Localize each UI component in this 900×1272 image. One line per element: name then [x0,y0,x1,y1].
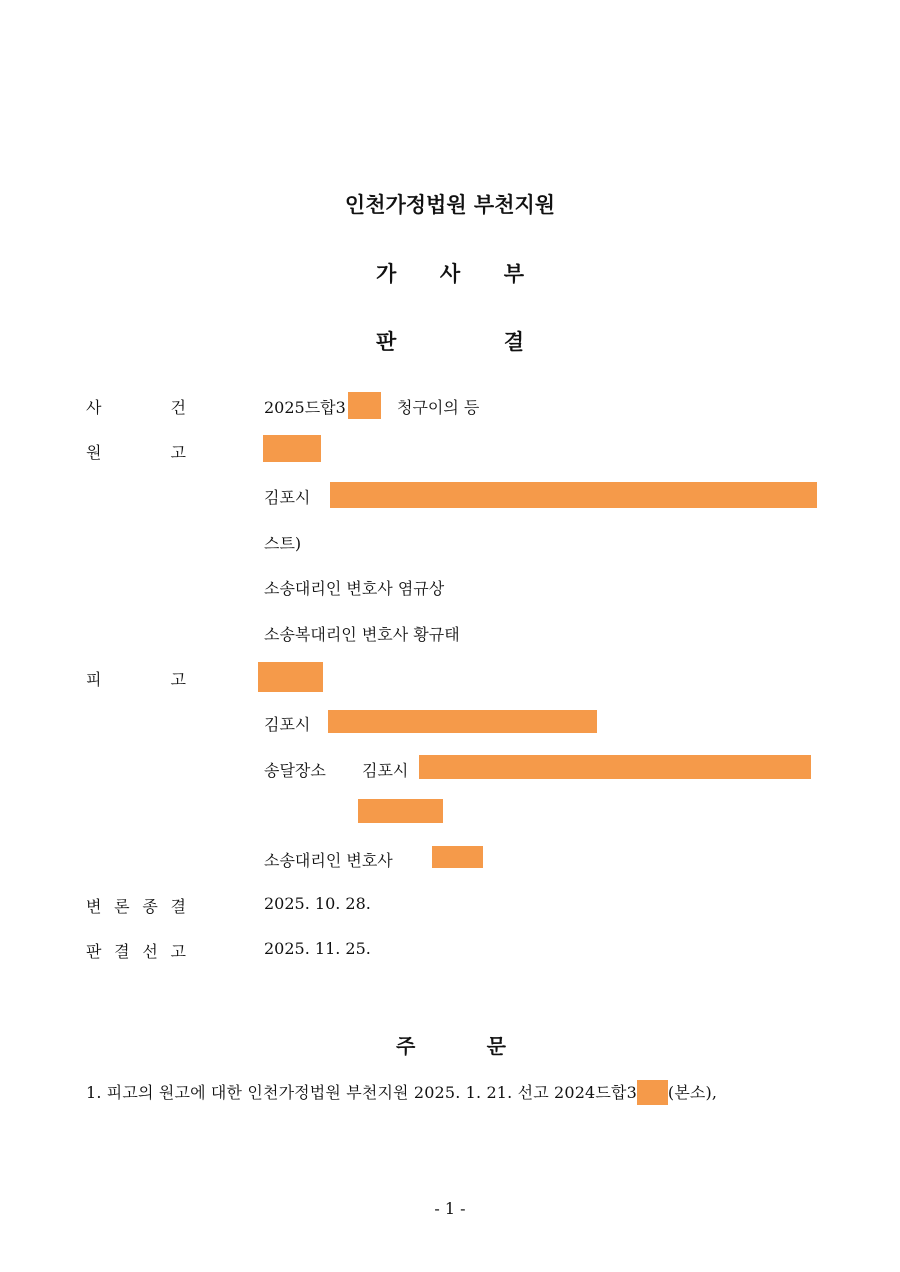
redaction-block [348,392,381,419]
document-title [376,326,524,356]
redaction-block [258,662,323,692]
redaction-block [637,1080,668,1105]
division-char: 사 [439,262,461,286]
page-number: - 1 - [434,1199,466,1218]
case-name: 청구이의 등 [397,398,480,417]
defendant-address: 김포시 [264,715,311,734]
title-char: 판 [376,330,397,354]
plaintiff-label: 원 고 [86,443,186,462]
redaction-block [358,799,443,823]
redaction-block [419,755,811,779]
defendant-attorney: 소송대리인 변호사 [264,851,393,870]
division-heading [376,258,524,288]
judgment-date: 2025. 11. 25. [264,939,371,958]
judgment-date-label: 판 결 선 고 [86,942,186,961]
case-number [264,395,346,418]
plaintiff-address-tail: 스트) [264,534,302,553]
redaction-block [432,846,483,868]
service-address-label: 송달장소 [264,761,326,780]
hearing-closed-date: 2025. 10. 28. [264,894,371,913]
division-char: 가 [376,262,397,286]
redaction-block [330,482,817,508]
plaintiff-sub-attorney: 소송복대리인 변호사 황규태 [264,625,460,644]
order-title: 주 문 [396,1034,506,1058]
service-address: 김포시 [362,761,409,780]
plaintiff-address: 김포시 [264,488,311,507]
plaintiff-attorney: 소송대리인 변호사 염규상 [264,579,445,598]
order-line-1-text: 1. 피고의 원고에 대한 인천가정법원 부천지원 2025. 1. 21. 선고 2024드합3 [86,1083,637,1102]
title-char: 결 [503,330,524,354]
redaction-block [328,710,597,733]
order-line-1-suffix: (본소), [667,1083,718,1102]
defendant-label: 피 고 [86,670,186,689]
hearing-closed-label: 변 론 종 결 [86,897,186,916]
case-label: 사 건 [86,398,186,417]
redaction-block [263,435,321,462]
case-number-prefix: 2025드합3 [264,398,346,417]
court-name: 인천가정법원 부천지원 [344,193,556,217]
order-line-1 [86,1080,717,1105]
division-char: 부 [503,262,524,286]
